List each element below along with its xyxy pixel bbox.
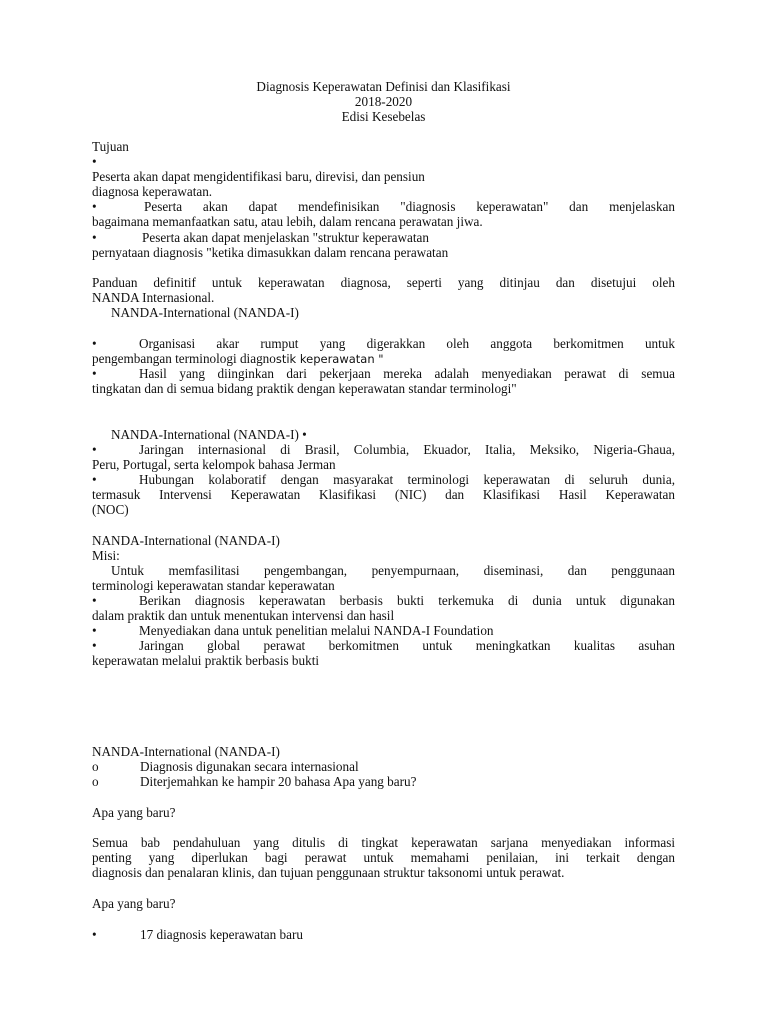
bullet-marker: • — [92, 199, 97, 214]
tujuan-item3-text: Peserta akan dapat menjelaskan "struktur keperawatan — [142, 230, 429, 245]
organisasi-item1-line2a: pengembangan terminologi diagno — [92, 351, 276, 366]
panduan-line1: Panduan definitif untuk keperawatan diagnosa, seperti yang ditinjau dan disetujui oleh — [92, 275, 675, 290]
bullet-marker: • — [92, 336, 97, 351]
document-years: 2018-2020 — [354, 94, 413, 109]
bullet-marker: • — [92, 593, 97, 608]
bullet-marker: • — [92, 366, 97, 381]
organisasi-item2-line2: tingkatan dan di semua bidang praktik dengan keperawatan standar terminologi" — [92, 381, 517, 396]
tujuan-item2-text: Peserta akan dapat mendefinisikan "diagnosis keperawatan" dan menjelaskan — [144, 199, 675, 214]
misi-item1-text: Berikan diagnosis keperawatan berbasis bukti terkemuka di dunia untuk digunakan — [139, 593, 675, 608]
misi-label: Misi: — [92, 548, 120, 563]
jaringan-item2-line3: (NOC) — [92, 502, 129, 517]
bullet-marker: • — [92, 230, 97, 245]
circle-marker: o — [92, 759, 99, 774]
jaringan-item2-text: Hubungan kolaboratif dengan masyarakat terminologi keperawatan di seluruh dunia, — [139, 472, 675, 487]
document-edition: Edisi Kesebelas — [341, 109, 426, 124]
baru-item1-text: 17 diagnosis keperawatan baru — [140, 927, 303, 942]
misi-item3-text: Jaringan global perawat berkomitmen untuk meningkatkan kualitas asuhan — [139, 638, 675, 653]
nanda2-item2-text: Diterjemahkan ke hampir 20 bahasa Apa yang baru? — [140, 774, 417, 789]
baru-para-line1: Semua bab pendahuluan yang ditulis di tingkat keperawatan sarjana menyediakan informasi — [92, 835, 675, 850]
misi-item3-line2: keperawatan melalui praktik berbasis bukti — [92, 653, 320, 668]
circle-marker: o — [92, 774, 99, 789]
panduan-line2: NANDA Internasional. — [92, 290, 215, 305]
tujuan-item3-line2: pernyataan diagnosis "ketika dimasukkan dalam rencana perawatan — [92, 245, 449, 260]
baru-heading-1: Apa yang baru? — [92, 805, 176, 820]
organisasi-item1-text: Organisasi akar rumput yang digerakkan oleh anggota berkomitmen untuk — [139, 336, 675, 351]
organisasi-item1-line2b: stik keperawatan " — [275, 352, 384, 366]
bullet-marker: • — [92, 472, 97, 487]
misi-line1-text: Untuk memfasilitasi pengembangan, penyempurnaan, diseminasi, dan penggunaan — [111, 563, 675, 578]
organisasi-item1-line2 — [92, 351, 675, 367]
baru-para-line3: diagnosis dan penalaran klinis, dan tujuan penggunaan struktur taksonomi untuk perawat. — [92, 865, 565, 880]
misi-item2-text: Menyediakan dana untuk penelitian melalui NANDA-I Foundation — [139, 623, 494, 638]
nanda2-heading: NANDA-International (NANDA-I) — [92, 744, 280, 759]
jaringan-heading: NANDA-International (NANDA-I) • — [111, 427, 307, 442]
nanda2-item1-text: Diagnosis digunakan secara internasional — [140, 759, 359, 774]
jaringan-item1-line2: Peru, Portugal, serta kelompok bahasa Jerman — [92, 457, 336, 472]
tujuan-heading: Tujuan — [92, 139, 129, 154]
misi-line2: terminologi keperawatan standar keperawatan — [92, 578, 335, 593]
bullet-marker: • — [92, 927, 97, 942]
document-title: Diagnosis Keperawatan Definisi dan Klasifikasi — [256, 79, 511, 94]
misi-heading: NANDA-International (NANDA-I) — [92, 533, 280, 548]
bullet-marker: • — [92, 623, 97, 638]
bullet-marker: • — [92, 638, 97, 653]
organisasi-item2-text: Hasil yang diinginkan dari pekerjaan mereka adalah menyediakan perawat di semua — [139, 366, 675, 381]
baru-para-line2: penting yang diperlukan bagi perawat untuk memahami penilaian, ini terkait dengan — [92, 850, 675, 865]
tujuan-item2-line2: bagaimana memanfaatkan satu, atau lebih, dalam rencana perawatan jiwa. — [92, 214, 483, 229]
jaringan-item2-line2: termasuk Intervensi Keperawatan Klasifikasi (NIC) dan Klasifikasi Hasil Keperawatan — [92, 487, 675, 502]
baru-heading-2: Apa yang baru? — [92, 896, 176, 911]
tujuan-item1-line2: diagnosa keperawatan. — [92, 184, 213, 199]
bullet-marker: • — [92, 442, 97, 457]
bullet-marker: • — [92, 154, 97, 169]
jaringan-item1-text: Jaringan internasional di Brasil, Columbia, Ekuador, Italia, Meksiko, Nigeria-Ghaua, — [139, 442, 675, 457]
tujuan-item1-line1: Peserta akan dapat mengidentifikasi baru, direvisi, dan pensiun — [92, 169, 425, 184]
panduan-heading: NANDA-International (NANDA-I) — [111, 305, 299, 320]
misi-item1-line2: dalam praktik dan untuk menentukan intervensi dan hasil — [92, 608, 395, 623]
